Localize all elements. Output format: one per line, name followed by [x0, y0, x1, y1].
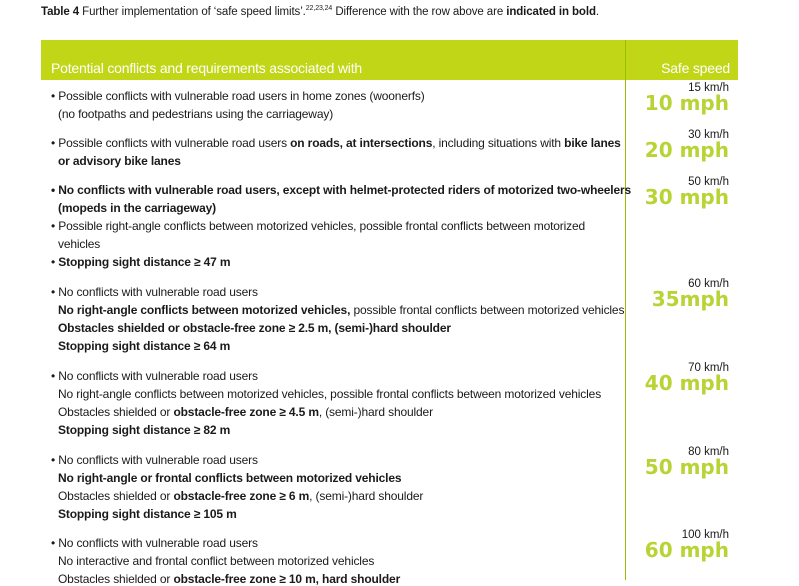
text-segment: • No conflicts with vulnerable road users: [51, 453, 258, 467]
speed-mph: 60 mph: [644, 538, 729, 562]
speed-kmh: 15 km/h: [688, 82, 729, 94]
text-segment: Obstacles shielded or: [58, 489, 174, 503]
row-line: [51, 89, 425, 103]
text-segment: No interactive and frontal conflict between motorized vehicles: [58, 554, 375, 568]
row-line: [51, 369, 258, 383]
bold-segment: obstacle-free zone ≥ 10 m, hard shoulder: [173, 572, 401, 586]
row-line: [51, 183, 631, 197]
safe-speed-table: [41, 40, 738, 586]
row-line: [58, 554, 374, 568]
row-line: [58, 321, 451, 335]
text-segment: • No conflicts with vulnerable road users: [51, 536, 258, 550]
speed-mph: 35mph: [651, 287, 729, 311]
text-segment: (no footpaths and pedestrians using the carriageway): [58, 107, 334, 121]
bold-segment: bike lanes: [564, 136, 621, 150]
text-segment: , (semi-)hard shoulder: [318, 405, 433, 419]
caption-label: Table 4: [41, 6, 80, 18]
text-segment: •: [51, 255, 59, 269]
caption-text-2: Difference with the row above are: [332, 6, 507, 18]
row-line: [58, 489, 423, 503]
row-line: [58, 423, 230, 437]
bold-segment: Stopping sight distance ≥ 105 m: [58, 507, 237, 521]
text-segment: possible frontal conflicts between motorized vehicles: [350, 303, 625, 317]
bold-segment: on roads, at intersections: [290, 136, 433, 150]
speed-kmh: 60 km/h: [688, 278, 729, 290]
bold-segment: Stopping sight distance ≥ 64 m: [58, 339, 231, 353]
row-line: [51, 453, 258, 467]
bold-segment: obstacle-free zone ≥ 6 m: [173, 489, 310, 503]
header-safe-speed: Safe speed: [661, 60, 730, 76]
text-segment: • Possible right-angle conflicts between motorized vehicles, possible frontal conflicts between motorized: [51, 219, 586, 233]
table-caption: [41, 6, 599, 18]
row-line: [58, 405, 433, 419]
speed-kmh: 80 km/h: [688, 446, 729, 458]
text-segment: Obstacles shielded or: [58, 405, 174, 419]
row-line: [58, 154, 181, 168]
speed-mph: 30 mph: [644, 185, 729, 209]
text-segment: vehicles: [58, 237, 101, 251]
table-header: [41, 40, 738, 80]
text-segment: No right-angle conflicts between motorized vehicles, possible frontal conflicts between motorized vehicles: [58, 387, 602, 401]
bold-segment: obstacle-free zone ≥ 4.5 m: [173, 405, 319, 419]
row-line: [51, 136, 621, 150]
text-segment: , (semi-)hard shoulder: [309, 489, 424, 503]
caption-end: .: [595, 6, 599, 18]
row-line: [51, 219, 585, 233]
row-line: [58, 572, 400, 586]
speed-mph: 10 mph: [644, 91, 729, 115]
caption-refs: 22,23,24: [305, 5, 333, 13]
bold-segment: No right-angle conflicts between motorized vehicles,: [58, 303, 351, 317]
bold-segment: • No conflicts with vulnerable road users, except with helmet-protected riders of motorized two-wheelers: [51, 183, 632, 197]
bold-segment: No right-angle or frontal conflicts between motorized vehicles: [58, 471, 402, 485]
bold-segment: Stopping sight distance ≥ 82 m: [58, 423, 231, 437]
row-line: [58, 303, 624, 317]
text-segment: • No conflicts with vulnerable road users: [51, 369, 258, 383]
speed-mph: 50 mph: [644, 455, 729, 479]
row-line: [58, 237, 100, 251]
row-line: [58, 387, 601, 401]
bold-segment: Stopping sight distance ≥ 47 m: [58, 255, 231, 269]
speed-kmh: 100 km/h: [681, 529, 729, 541]
text-segment: , including situations with: [432, 136, 565, 150]
text-segment: Obstacles shielded or: [58, 572, 174, 586]
caption-text: Further implementation of ‘safe speed limits’.: [79, 6, 306, 18]
column-divider: [625, 40, 626, 580]
speed-mph: 40 mph: [644, 371, 729, 395]
speed-kmh: 30 km/h: [688, 129, 729, 141]
speed-kmh: 50 km/h: [688, 176, 729, 188]
bold-segment: Obstacles shielded or obstacle-free zone ≥ 2.5 m, (semi-)hard shoulder: [58, 321, 451, 335]
text-segment: • No conflicts with vulnerable road users: [51, 285, 258, 299]
row-line: [58, 507, 237, 521]
row-line: [58, 201, 216, 215]
caption-bold: indicated in bold: [506, 6, 596, 18]
header-conflicts: Potential conflicts and requirements associated with: [51, 60, 362, 76]
row-line: [58, 339, 230, 353]
row-line: [58, 471, 401, 485]
speed-mph: 20 mph: [644, 138, 729, 162]
row-line: [51, 255, 230, 269]
row-line: [51, 536, 258, 550]
row-line: [51, 285, 258, 299]
bold-segment: or advisory bike lanes: [58, 154, 181, 168]
row-line: [58, 107, 333, 121]
text-segment: • Possible conflicts with vulnerable road users in home zones (woonerfs): [51, 89, 425, 103]
speed-kmh: 70 km/h: [688, 362, 729, 374]
text-segment: • Possible conflicts with vulnerable road users: [51, 136, 291, 150]
bold-segment: (mopeds in the carriageway): [58, 201, 216, 215]
